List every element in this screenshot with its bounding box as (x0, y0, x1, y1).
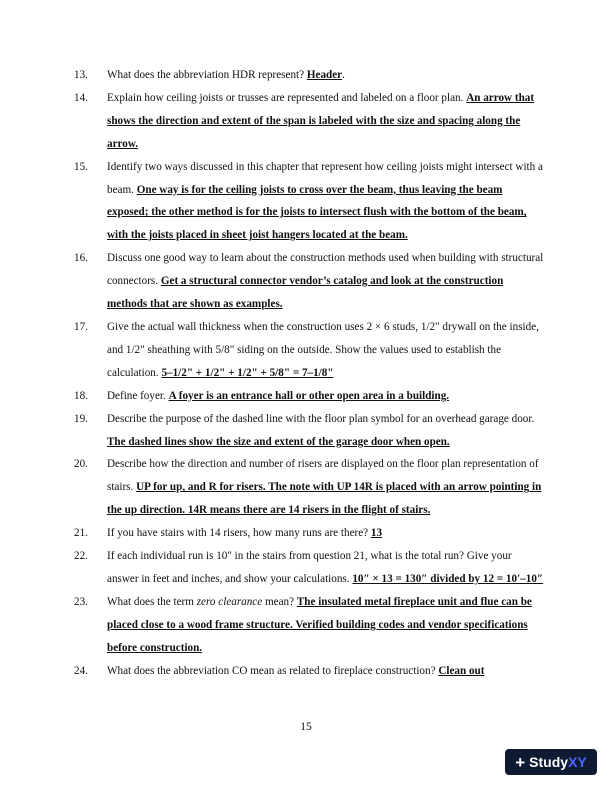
list-item (74, 453, 544, 522)
watermark-accent: XY (568, 754, 587, 770)
question-text: If each individual run is 10" in the stairs from question 21, what is the total run? Give your answer in feet and inches, and show your calculations. (107, 550, 512, 585)
question-number: 22. (74, 550, 88, 563)
question-text: Give the actual wall thickness when the construction uses 2 × 6 studs, 1/2" drywall on the inside, and 1/2" sheathing with 5/8" siding on the outside. Show the values used to establish the calculation. (107, 320, 539, 379)
question-number: 23. (74, 595, 88, 608)
answer-text: 13 (370, 527, 383, 540)
answer-text: The dashed lines show the size and extent of the garage door when open. (107, 435, 450, 448)
list-item (74, 545, 544, 591)
plus-icon: + (515, 752, 526, 772)
question-number: 13. (74, 69, 88, 81)
question-text: mean? (262, 595, 297, 608)
list-item (74, 247, 544, 316)
page-number: 15 (300, 721, 312, 733)
answer-text: 10″ × 13 = 130″ divided by 12 = 10′–10″ (352, 572, 544, 585)
list-item (74, 660, 544, 683)
studyxy-watermark (505, 749, 597, 775)
question-number: 15. (74, 160, 88, 173)
question-number: 20. (74, 458, 88, 471)
answer-text: 5–1/2" + 1/2" + 1/2" + 5/8" = 7–1/8" (161, 366, 334, 379)
answer-text: One way is for the ceiling joists to cross over the beam, thus leaving the beam exposed; the other method is for the joists to intersect flush with the bottom of the beam, with the joists placed in sheet joist hangers located at the beam. (107, 183, 527, 242)
answer-text: Header (306, 69, 343, 81)
question-number: 14. (74, 91, 88, 104)
question-list (74, 64, 544, 682)
question-number: 19. (74, 412, 88, 425)
list-item (74, 522, 544, 545)
list-item (74, 316, 544, 385)
answer-text: UP for up, and R for risers. The note with UP 14R is placed with an arrow pointing in the up direction. 14R means there are 14 risers in the flight of stairs. (107, 481, 542, 517)
list-item (74, 156, 544, 248)
question-text: Describe how the direction and number of risers are displayed on the floor plan representation of stairs. (107, 458, 539, 494)
question-number: 18. (74, 389, 88, 402)
question-number: 24. (74, 664, 88, 677)
question-text: Define foyer. (107, 389, 169, 402)
question-text: What does the abbreviation HDR represent? (107, 69, 307, 81)
question-text: Describe the purpose of the dashed line with the floor plan symbol for an overhead garage door. (107, 412, 535, 425)
term-italic: zero clearance (196, 595, 263, 608)
answer-text: A foyer is an entrance hall or other open area in a building. (168, 389, 450, 402)
watermark-prefix: Study (529, 754, 569, 770)
list-item (74, 64, 544, 87)
question-number: 17. (74, 320, 88, 333)
question-text: Discuss one good way to learn about the construction methods used when building with structural connectors. (107, 252, 544, 288)
list-item (74, 591, 544, 660)
answer-text: An arrow that shows the direction and extent of the span is labeled with the size and spacing along the arrow. (107, 91, 535, 150)
question-text: Explain how ceiling joists or trusses are represented and labeled on a floor plan. (107, 91, 467, 104)
question-text-start: What does the term (107, 595, 197, 608)
answer-punctuation: . (342, 69, 345, 81)
question-text: If you have stairs with 14 risers, how many runs are there? (107, 527, 371, 540)
question-number: 21. (74, 527, 88, 540)
list-item (74, 385, 544, 408)
answer-text: The insulated metal fireplace unit and flue can be placed close to a wood frame structure. Verified building codes and vendor specifications before construction. (107, 595, 532, 654)
answer-text: Get a structural connector vendor’s catalog and look at the construction methods that are shown as examples. (107, 275, 504, 311)
list-item (74, 87, 544, 156)
question-text: What does the abbreviation CO mean as related to fireplace construction? (107, 664, 439, 677)
answer-text: Clean out (438, 664, 485, 677)
list-item (74, 408, 544, 454)
question-text: Identify two ways discussed in this chapter that represent how ceiling joists might intersect with a beam. (107, 160, 543, 196)
question-number: 16. (74, 252, 88, 265)
